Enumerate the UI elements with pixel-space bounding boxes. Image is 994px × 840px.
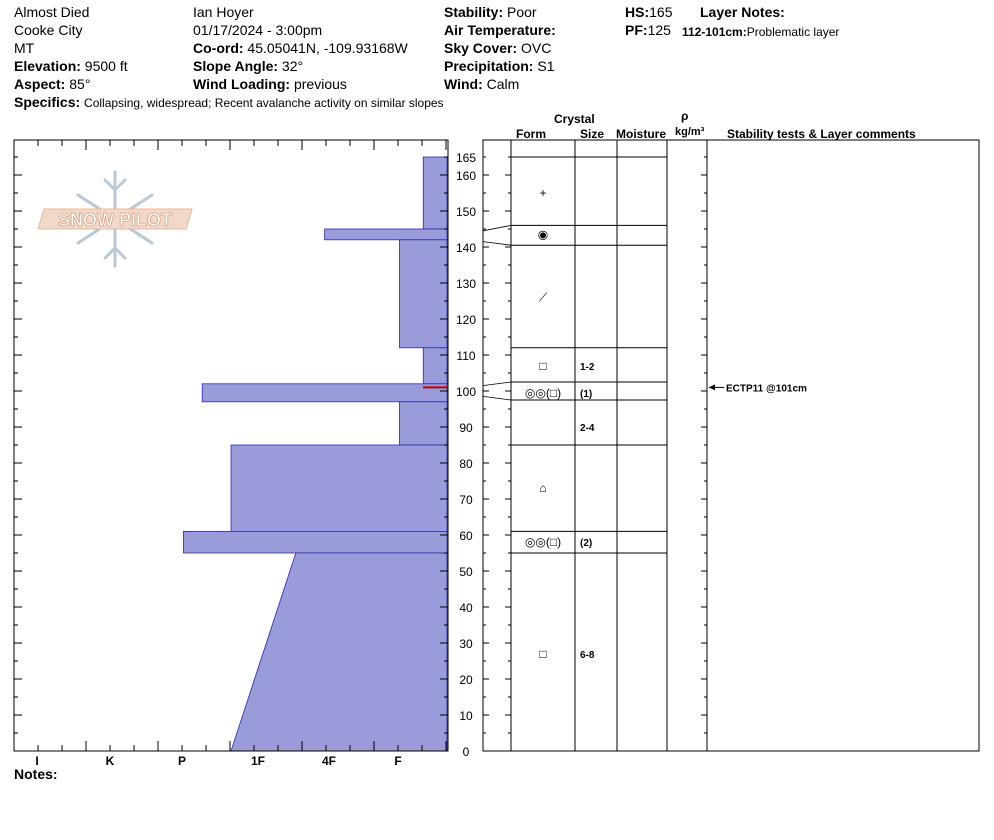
moisture-header: Moisture: [616, 127, 667, 141]
stability-arrowhead-0: [709, 384, 715, 390]
crystal-size-8: 6-8: [580, 649, 595, 661]
crystal-form-4: ◎◎(□): [524, 385, 562, 400]
hardness-profile: [183, 157, 447, 751]
hardness-bar-7: [183, 531, 447, 553]
depth-label-130: 130: [455, 277, 477, 291]
hardness-label-I: I: [35, 754, 39, 768]
hardness-label-P: P: [177, 754, 187, 768]
wind-loading-value: previous: [290, 76, 347, 92]
hardness-label-4F: 4F: [321, 754, 337, 768]
crystal-form-0: +: [539, 186, 547, 200]
aspect-label: Aspect:: [14, 76, 66, 92]
pit-location: Cooke City: [14, 22, 83, 38]
sky-cover-label: Sky Cover:: [444, 40, 518, 56]
size-header: Size: [580, 127, 605, 141]
pit-name: Almost Died: [14, 4, 90, 20]
hardness-bar-3: [423, 348, 447, 384]
hs-label: HS:: [625, 4, 650, 20]
coord-value: 45.05041N, -109.93168W: [243, 40, 408, 56]
hardness-bar-1: [325, 229, 447, 240]
crystal-size-7: (2): [580, 538, 593, 550]
depth-label-70: 70: [459, 493, 473, 507]
hardness-bar-0: [423, 157, 447, 229]
depth-label-160: 160: [455, 169, 477, 183]
depth-label-10: 10: [459, 709, 473, 723]
hardness-label-K: K: [105, 754, 115, 768]
elevation-label: Elevation:: [14, 58, 81, 74]
crystal-size-5: 2-4: [580, 423, 595, 434]
boundary-connector-0: [483, 225, 511, 230]
crystal-form-1: ◉: [537, 227, 549, 242]
crystal-size-3: 1-2: [580, 361, 595, 373]
depth-label-110: 110: [456, 349, 476, 363]
observation-datetime: 01/17/2024 - 3:00pm: [193, 22, 323, 38]
snowpilot-logo: [38, 172, 192, 266]
hardness-label-1F: 1F: [250, 754, 266, 768]
hs-value: 165: [649, 4, 673, 20]
crystal-size-4: (1): [580, 388, 593, 400]
sky-cover-value: OVC: [517, 40, 552, 56]
depth-label-40: 40: [459, 601, 473, 615]
depth-label-20: 20: [459, 673, 473, 687]
hardness-bar-2: [399, 240, 447, 348]
depth-label-140: 140: [455, 241, 477, 255]
crystal-form-7: ◎◎(□): [524, 535, 562, 550]
rho-header: ρ: [681, 109, 689, 123]
depth-label-150: 150: [455, 205, 477, 219]
precipitation-label: Precipitation:: [444, 58, 534, 74]
hardness-bar-4: [202, 384, 447, 402]
elevation-value: 9500 ft: [80, 58, 128, 74]
stability-comments-header: Stability tests & Layer comments: [727, 127, 916, 141]
wind-loading-label: Wind Loading:: [193, 76, 291, 92]
air-temp-label: Air Temperature:: [444, 22, 556, 38]
form-header: Form: [516, 127, 546, 141]
slope-value: 32°: [278, 58, 304, 74]
pf-value: 125: [647, 22, 671, 38]
layer-notes-label: Layer Notes:: [700, 4, 785, 20]
stability-value: Poor: [503, 4, 537, 20]
specifics-value: Collapsing, widespread; Recent avalanche activity on similar slopes: [84, 96, 444, 110]
boundary-connector-2: [483, 382, 511, 386]
depth-label-90: 90: [459, 421, 473, 435]
hardness-label-F: F: [394, 754, 402, 768]
pf-label: PF:: [625, 22, 648, 38]
depth-label-100: 100: [455, 385, 477, 399]
logo-text: SNOW PILOT: [58, 210, 172, 230]
crystal-form-8: □: [539, 646, 547, 661]
hardness-bar-6: [231, 445, 447, 531]
depth-label-0: 0: [462, 745, 470, 759]
notes-label: Notes:: [14, 766, 58, 782]
crystal-form-3: □: [539, 358, 547, 373]
slope-label: Slope Angle:: [193, 58, 279, 74]
crystal-form-2: ⟋: [538, 290, 548, 305]
layer-note-text: Problematic layer: [746, 25, 840, 39]
aspect-value: 85°: [65, 76, 91, 92]
coord-label: Co-ord:: [193, 40, 244, 56]
pit-state: MT: [14, 40, 35, 56]
depth-label-50: 50: [459, 565, 473, 579]
depth-label-30: 30: [459, 637, 473, 651]
layer-note-range: 112-101cm:: [682, 25, 747, 39]
density-unit-header: kg/m³: [675, 126, 705, 138]
crystal-form-6: ⌂: [539, 481, 547, 496]
chart-frames: [14, 140, 979, 751]
hardness-bar-8: [231, 553, 447, 751]
wind-label: Wind:: [444, 76, 483, 92]
stability-test-label-0: ECTP11 @101cm: [726, 383, 807, 395]
depth-label-120: 120: [455, 313, 477, 327]
wind-value: Calm: [482, 76, 520, 92]
depth-label-80: 80: [459, 457, 473, 471]
depth-label-165: 165: [455, 151, 477, 165]
boundary-connector-1: [483, 242, 511, 246]
boundary-connector-3: [483, 396, 511, 400]
specifics-label: Specifics:: [14, 94, 81, 110]
crystal-header: Crystal: [554, 112, 595, 126]
depth-label-60: 60: [459, 529, 473, 543]
hardness-bar-5: [399, 402, 447, 445]
stability-label: Stability:: [444, 4, 504, 20]
precipitation-value: S1: [533, 58, 555, 74]
observer-name: Ian Hoyer: [193, 4, 254, 20]
